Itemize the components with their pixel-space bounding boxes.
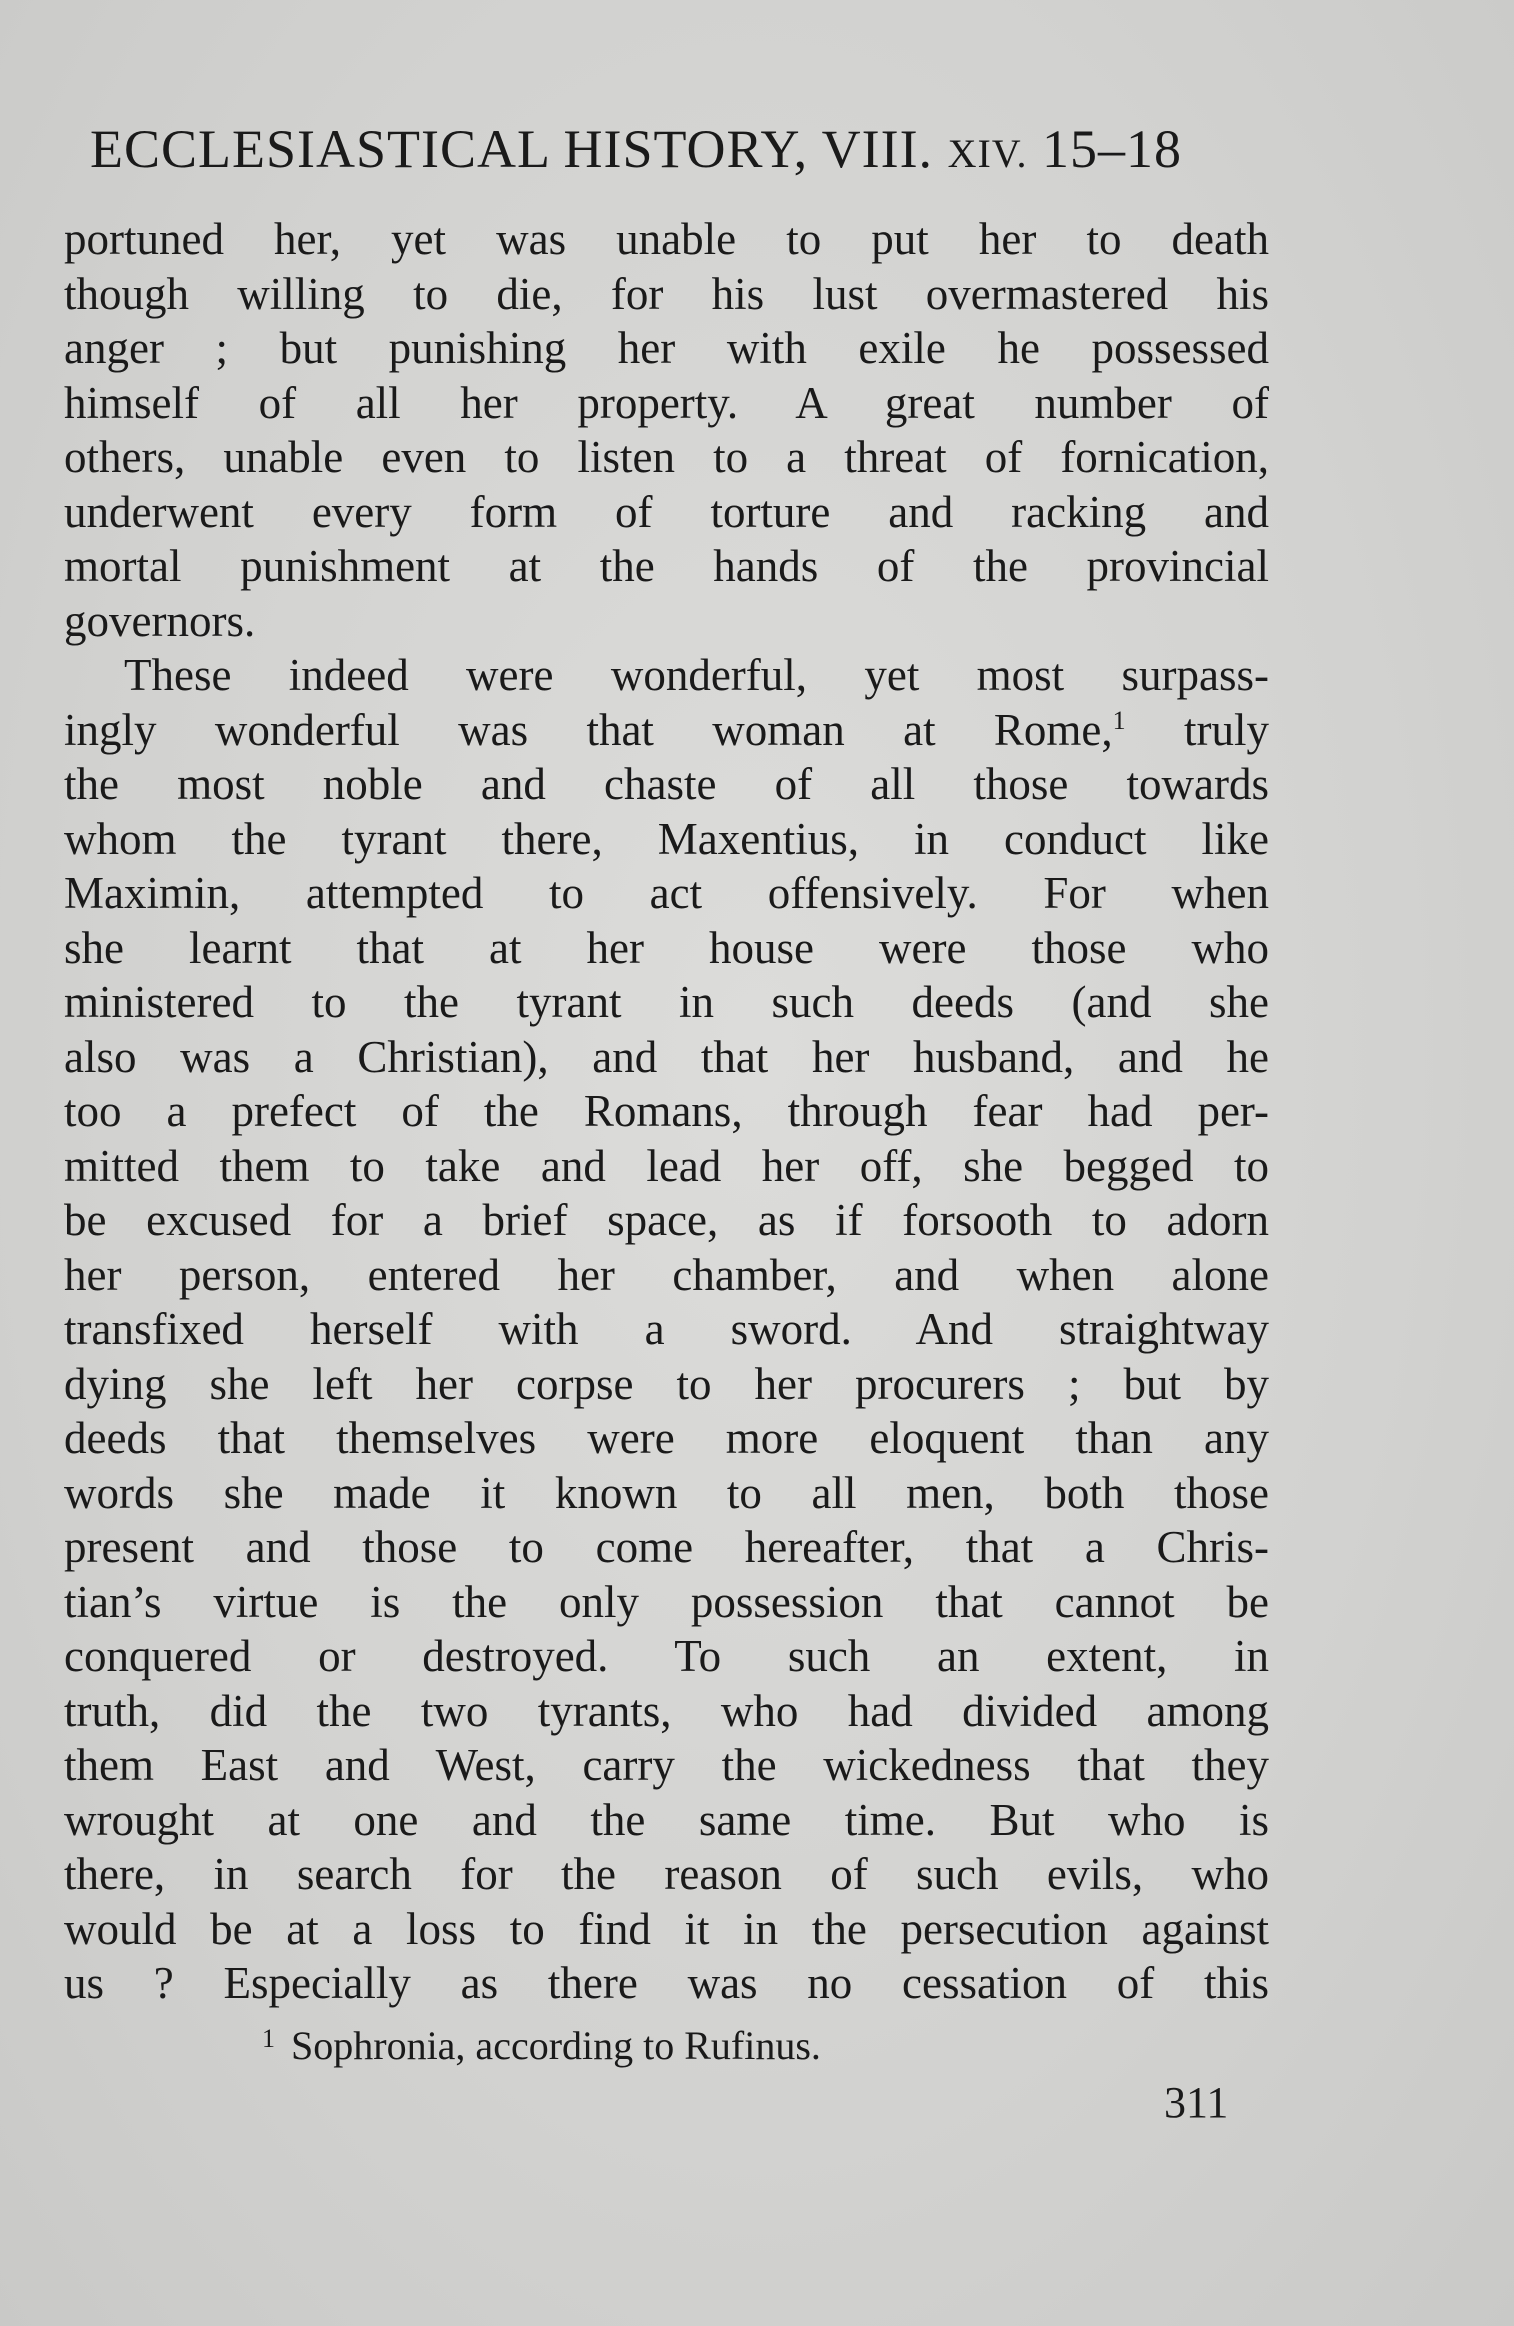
text-line: dying she left her corpse to her procurers ; but by	[64, 1358, 1269, 1409]
text-line: truth, did the two tyrants, who had divided among	[64, 1685, 1269, 1736]
text-line: would be at a loss to find it in the persecution against	[64, 1903, 1269, 1954]
text-line: present and those to come hereafter, that a Chris-	[64, 1522, 1269, 1572]
body-text	[64, 212, 1269, 2011]
text-line: conquered or destroyed. To such an extent, in	[64, 1631, 1269, 1681]
footnote-reference: 1	[1112, 705, 1126, 735]
paragraph-start-line: These indeed were wonderful, yet most surpass-	[124, 650, 1269, 700]
footnote-marker: 1	[262, 2024, 275, 2053]
text-line: wrought at one and the same time. But who is	[64, 1794, 1269, 1845]
text-line: words she made it known to all men, both those	[64, 1467, 1269, 1518]
running-head-section: XIV.	[947, 131, 1028, 176]
text-line: underwent every form of torture and racking and	[64, 486, 1269, 537]
text-line-main: ingly wonderful was that woman at Rome,	[64, 704, 1113, 755]
text-line: there, in search for the reason of such evils, who	[64, 1849, 1269, 1899]
text-line: ministered to the tyrant in such deeds (and she	[64, 977, 1269, 1027]
text-line: anger ; but punishing her with exile he possessed	[64, 323, 1269, 373]
running-head	[90, 118, 1265, 180]
text-line: though willing to die, for his lust overmastered his	[64, 268, 1269, 319]
footnote	[262, 2022, 821, 2069]
text-line: be excused for a brief space, as if forsooth to adorn	[64, 1195, 1269, 1245]
text-line: them East and West, carry the wickedness that they	[64, 1740, 1269, 1790]
page-number: 311	[1164, 2078, 1229, 2127]
text-line: mortal punishment at the hands of the provincial	[64, 541, 1269, 591]
text-line: himself of all her property. A great number of	[64, 377, 1269, 428]
running-head-title: ECCLESIASTICAL HISTORY, VIII.	[90, 119, 934, 179]
text-line: also was a Christian), and that her husband, and he	[64, 1031, 1269, 1082]
text-line: she learnt that at her house were those who	[64, 922, 1269, 973]
text-line: the most noble and chaste of all those towards	[64, 759, 1269, 809]
text-line: too a prefect of the Romans, through fear had per-	[64, 1086, 1269, 1136]
text-line-with-note	[64, 703, 1269, 758]
text-line: tian’s virtue is the only possession that cannot be	[64, 1576, 1269, 1627]
text-line: others, unable even to listen to a threat of fornication,	[64, 432, 1269, 482]
running-head-range: 15–18	[1042, 119, 1182, 179]
text-line: transfixed herself with a sword. And straightway	[64, 1304, 1269, 1354]
text-line-tail: truly	[1184, 704, 1269, 755]
footnote-text: Sophronia, according to Rufinus.	[291, 2023, 821, 2068]
text-line: Maximin, attempted to act offensively. For when	[64, 868, 1269, 918]
text-line: portuned her, yet was unable to put her to death	[64, 214, 1269, 264]
text-line: deeds that themselves were more eloquent than any	[64, 1413, 1269, 1463]
text-line: her person, entered her chamber, and when alone	[64, 1249, 1269, 1300]
text-line: governors.	[64, 595, 256, 646]
text-line: us ? Especially as there was no cessation of this	[64, 1958, 1269, 2008]
text-line: mitted them to take and lead her off, she begged to	[64, 1140, 1269, 1191]
text-line: whom the tyrant there, Maxentius, in conduct like	[64, 813, 1269, 864]
